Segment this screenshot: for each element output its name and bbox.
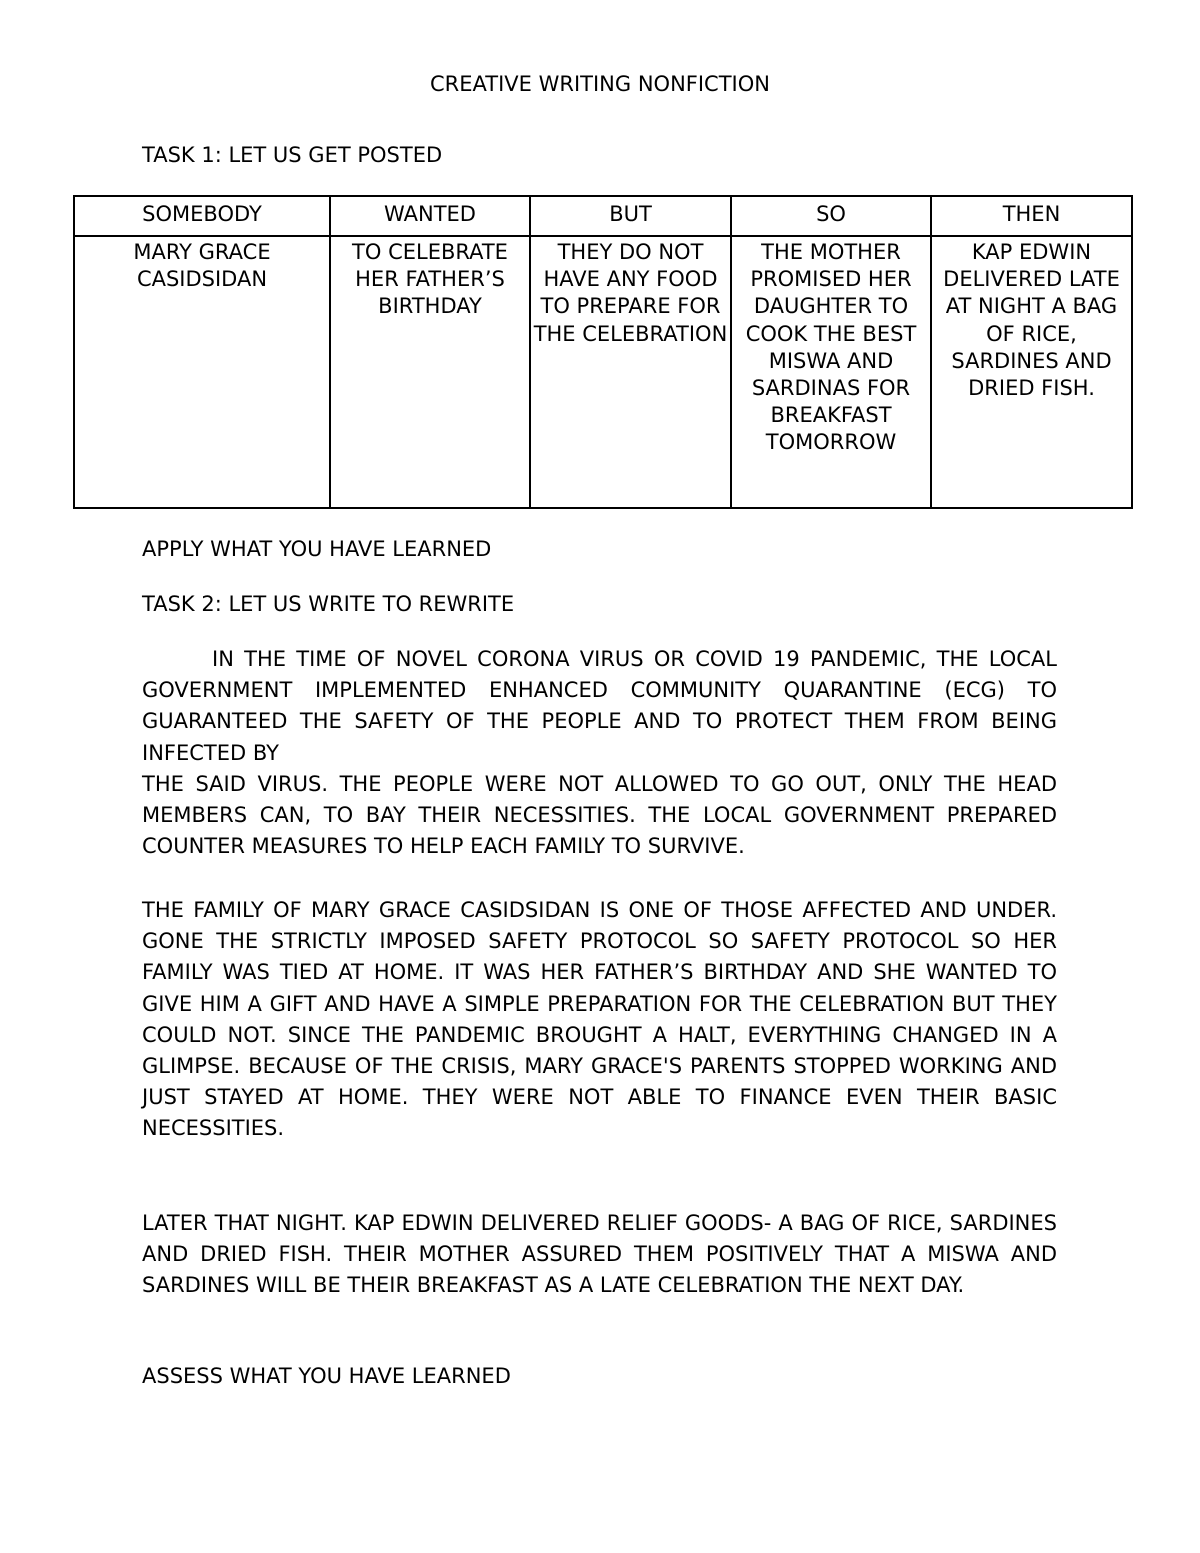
header-somebody: SOMEBODY — [74, 196, 330, 236]
paragraph-1a-text: IN THE TIME OF NOVEL CORONA VIRUS OR COVID 19 PANDEMIC, THE LOCAL GOVERNMENT IMPLEMENTED ENHANCED COMMUNITY QUARANTINE (ECG) TO GUARANTEED THE SAFETY OF THE PEOPLE AND TO PROTECT THEM FROM BEING INFECTED BY — [142, 647, 1057, 765]
header-then: THEN — [931, 196, 1132, 236]
cell-wanted: TO CELEBRATE HER FATHER’S BIRTHDAY — [330, 236, 530, 508]
table-header-row — [74, 196, 1132, 236]
header-so: SO — [731, 196, 931, 236]
cell-but: THEY DO NOT HAVE ANY FOOD TO PREPARE FOR THE CELEBRATION — [530, 236, 731, 508]
cell-then: KAP EDWIN DELIVERED LATE AT NIGHT A BAG OF RICE, SARDINES AND DRIED FISH. — [931, 236, 1132, 508]
header-wanted: WANTED — [330, 196, 530, 236]
header-but: BUT — [530, 196, 731, 236]
paragraph-2: THE FAMILY OF MARY GRACE CASIDSIDAN IS ONE OF THOSE AFFECTED AND UNDER. GONE THE STRICTLY IMPOSED SAFETY PROTOCOL SO SAFETY PROTOCOL SO HER FAMILY WAS TIED AT HOME. IT WAS HER FATHER’S BIRTHDAY AND SHE WANTED TO GIVE HIM A GIFT AND HAVE A SIMPLE PREPARATION FOR THE CELEBRATION BUT THEY COULD NOT. SINCE THE PANDEMIC BROUGHT A HALT, EVERYTHING CHANGED IN A GLIMPSE. BECAUSE OF THE CRISIS, MARY GRACE'S PARENTS STOPPED WORKING AND JUST STAYED AT HOME. THEY WERE NOT ABLE TO FINANCE EVEN THEIR BASIC NECESSITIES. — [142, 898, 1057, 1141]
sbst-table — [73, 195, 1133, 509]
paragraph-1b: THE SAID VIRUS. THE PEOPLE WERE NOT ALLOWED TO GO OUT, ONLY THE HEAD MEMBERS CAN, TO BAY THEIR NECESSITIES. THE LOCAL GOVERNMENT PREPARED COUNTER MEASURES TO HELP EACH FAMILY TO SURVIVE. — [142, 772, 1057, 859]
cell-so: THE MOTHER PROMISED HER DAUGHTER TO COOK THE BEST MISWA AND SARDINAS FOR BREAKFAST TOMORROW — [731, 236, 931, 508]
assess-heading: ASSESS WHAT YOU HAVE LEARNED — [142, 1364, 511, 1388]
task1-heading: TASK 1: LET US GET POSTED — [142, 143, 443, 167]
paragraph-3: LATER THAT NIGHT. KAP EDWIN DELIVERED RELIEF GOODS- A BAG OF RICE, SARDINES AND DRIED FISH. THEIR MOTHER ASSURED THEM POSITIVELY THAT A MISWA AND SARDINES WILL BE THEIR BREAKFAST AS A LATE CELEBRATION THE NEXT DAY. — [142, 1211, 1057, 1298]
cell-somebody: MARY GRACE CASIDSIDAN — [74, 236, 330, 508]
page-title: CREATIVE WRITING NONFICTION — [430, 72, 770, 96]
table-row — [74, 236, 1132, 508]
paragraph-1a — [142, 644, 1057, 769]
apply-heading: APPLY WHAT YOU HAVE LEARNED — [142, 537, 492, 561]
task2-heading: TASK 2: LET US WRITE TO REWRITE — [142, 592, 515, 616]
